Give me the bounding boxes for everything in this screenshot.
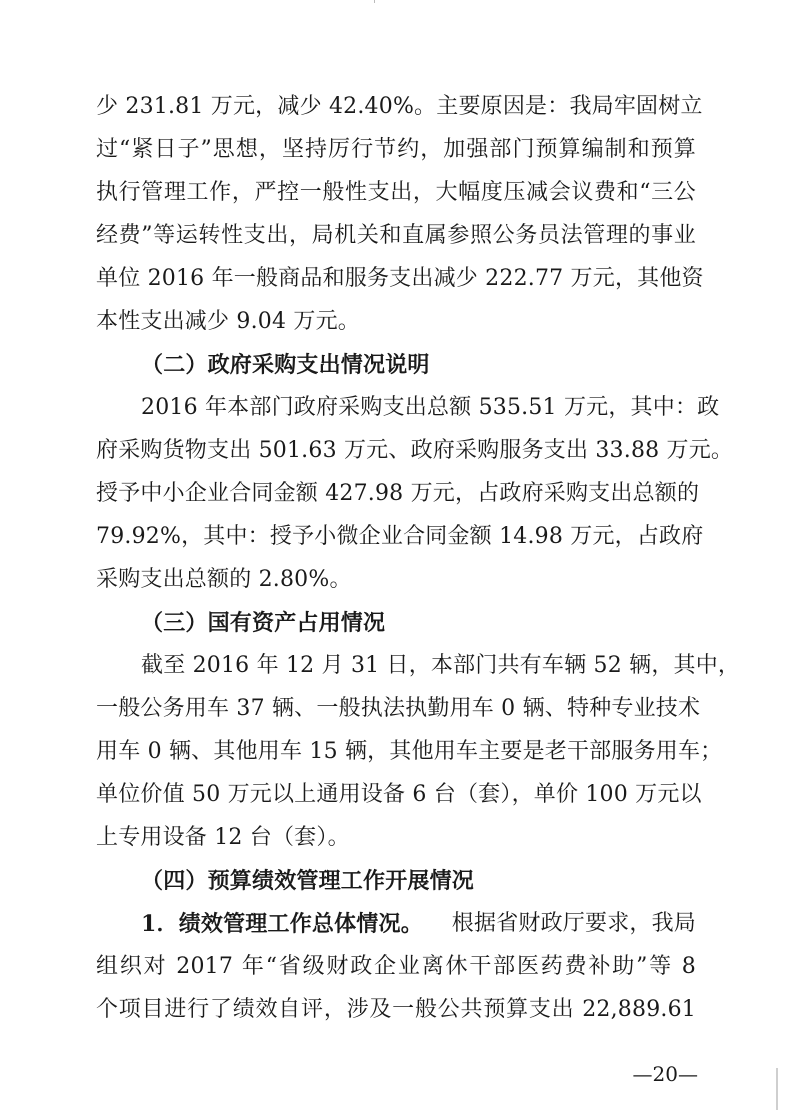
body-line: 单位价值 50 万元以上通用设备 6 台（套），单价 100 万元以 bbox=[96, 782, 702, 807]
body-line: 府采购货物支出 501.63 万元、政府采购服务支出 33.88 万元。 bbox=[96, 438, 734, 463]
body-line bbox=[141, 909, 696, 939]
body-line: 经费”等运转性支出，局机关和直属参照公务员法管理的事业 bbox=[96, 223, 696, 248]
section-heading-state-assets: （三）国有资产占用情况 bbox=[141, 610, 386, 636]
body-line: 用车 0 辆、其他用车 15 辆，其他用车主要是老干部服务用车； bbox=[96, 739, 723, 764]
body-text: 根据省财政厅要求，我局 bbox=[451, 911, 696, 936]
body-line: 本性支出减少 9.04 万元。 bbox=[96, 309, 360, 334]
body-line: 执行管理工作，严控一般性支出，大幅度压减会议费和“三公 bbox=[96, 180, 696, 205]
body-line: 个项目进行了绩效自评，涉及一般公共预算支出 22,889.61 bbox=[96, 997, 696, 1022]
section-heading-government-procurement: （二）政府采购支出情况说明 bbox=[141, 352, 430, 378]
body-line: 组织对 2017 年“省级财政企业离休干部医药费补助”等 8 bbox=[96, 954, 696, 979]
scan-mark-right bbox=[776, 1068, 778, 1110]
page-number: —20— bbox=[632, 1062, 698, 1086]
body-line: 一般公务用车 37 辆、一般执法执勤用车 0 辆、特种专业技术 bbox=[96, 696, 701, 721]
scan-mark-top bbox=[374, 0, 375, 3]
body-line: 2016 年本部门政府采购支出总额 535.51 万元，其中：政 bbox=[141, 395, 720, 420]
body-line: 上专用设备 12 台（套）。 bbox=[96, 825, 350, 850]
section-heading-performance-management: （四）预算绩效管理工作开展情况 bbox=[141, 868, 475, 894]
body-line: 采购支出总额的 2.80%。 bbox=[96, 567, 352, 592]
body-line: 少 231.81 万元，减少 42.40%。主要原因是：我局牢固树立 bbox=[96, 94, 703, 119]
body-line: 单位 2016 年一般商品和服务支出减少 222.77 万元，其他资 bbox=[96, 266, 704, 291]
subheading-overall-performance: 1．绩效管理工作总体情况。 bbox=[141, 911, 423, 937]
body-line: 79.92%，其中：授予小微企业合同金额 14.98 万元，占政府 bbox=[96, 524, 704, 549]
body-line: 截至 2016 年 12 月 31 日，本部门共有车辆 52 辆，其中， bbox=[141, 653, 741, 678]
body-line: 授予中小企业合同金额 427.98 万元，占政府采购支出总额的 bbox=[96, 481, 700, 506]
body-line: 过“紧日子”思想，坚持厉行节约，加强部门预算编制和预算 bbox=[96, 137, 696, 162]
